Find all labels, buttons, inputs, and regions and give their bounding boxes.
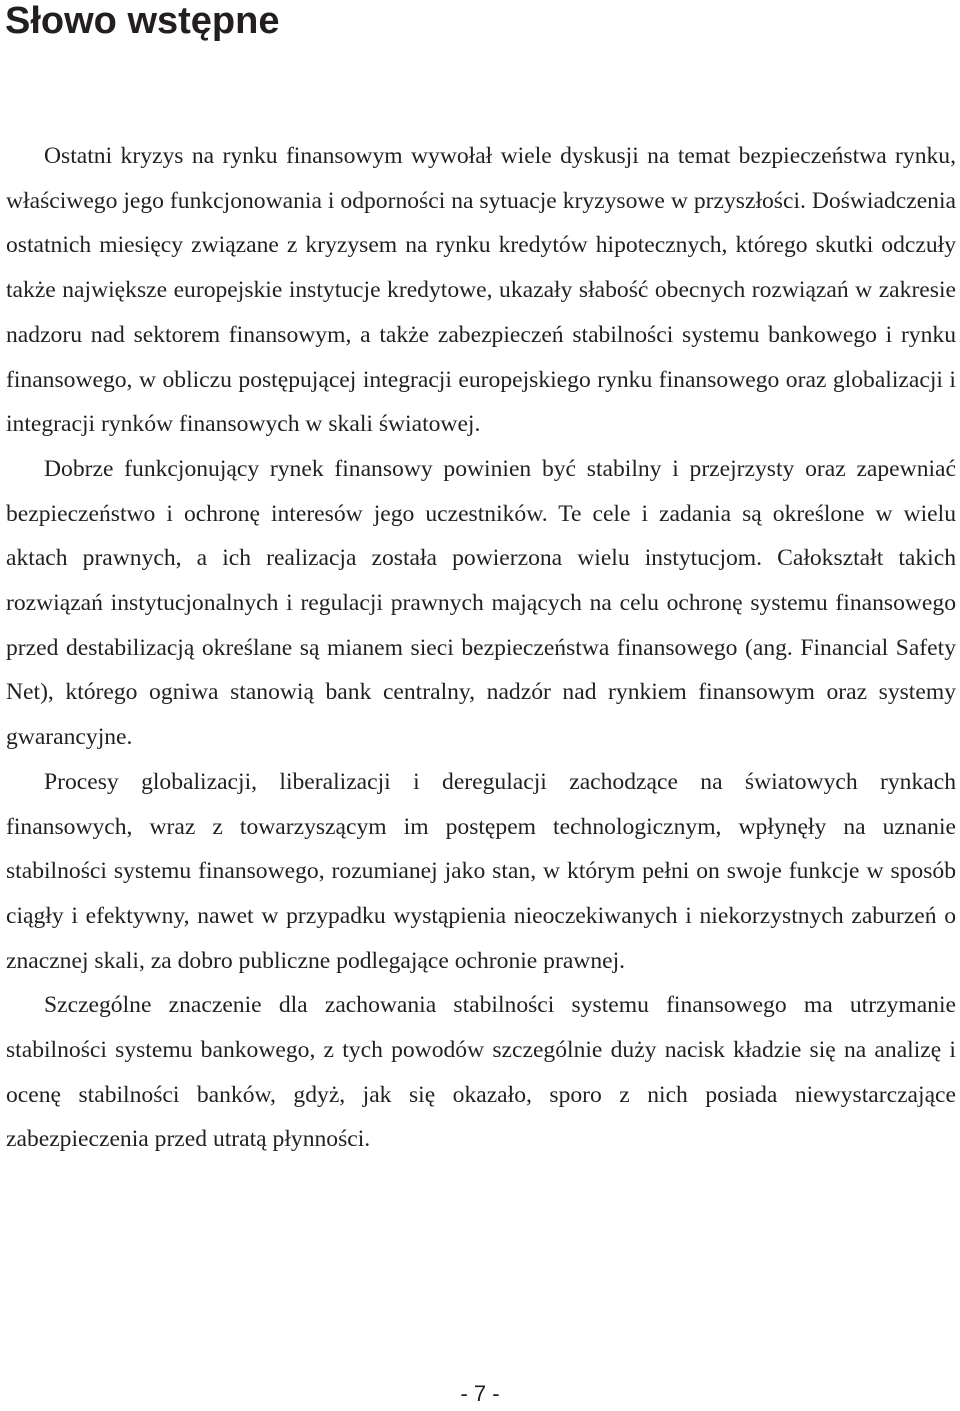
paragraph-4: Szczególne znaczenie dla zachowania stabilności systemu finansowego ma utrzymanie stabilności systemu bankowego, z tych powodów szczególnie duży nacisk kładzie się na analizę i ocenę stabilności banków, gdyż, jak się okazało, sporo z nich posiada niewystarczające zabezpieczenia przed utratą płynności. bbox=[6, 992, 956, 1153]
page-number: - 7 - bbox=[460, 1381, 500, 1406]
page-title: Słowo wstępne bbox=[5, 0, 280, 42]
paragraph-2: Dobrze funkcjonujący rynek finansowy powinien być stabilny i przejrzysty oraz zapewniać bezpieczeństwo i ochronę interesów jego uczestników. Te cele i zadania są określone w wielu aktach prawnych, a ich realizacja została powierzona wielu instytucjom. Całokształt takich rozwiązań instytucjonalnych i regulacji prawnych mających na celu ochronę systemu finansowego przed destabilizacją określane są mianem sieci bezpieczeństwa finansowego (ang. Financial Safety Net), którego ogniwa stanowią bank centralny, nadzór nad rynkiem finansowym oraz systemy gwarancyjne. bbox=[6, 455, 956, 751]
body-text bbox=[6, 134, 956, 1162]
paragraph-3: Procesy globalizacji, liberalizacji i deregulacji zachodzące na światowych rynkach finansowych, wraz z towarzyszącym im postępem technologicznym, wpłynęły na uznanie stabilności systemu finansowego, rozumianej jako stan, w którym pełni on swoje funkcje w sposób ciągły i efektywny, nawet w przypadku wystąpienia nieoczekiwanych i niekorzystnych zaburzeń o znacznej skali, za dobro publiczne podlegające ochronie prawnej. bbox=[6, 768, 956, 974]
paragraph-1: Ostatni kryzys na rynku finansowym wywołał wiele dyskusji na temat bezpieczeństwa rynku, właściwego jego funkcjonowania i odporności na sytuacje kryzysowe w przyszłości. Doświadczenia ostatnich miesięcy związane z kryzysem na rynku kredytów hipotecznych, którego skutki odczuły także największe europejskie instytucje kredytowe, ukazały słabość obecnych rozwiązań w zakresie nadzoru nad sektorem finansowym, a także zabezpieczeń stabilności systemu bankowego i rynku finansowego, w obliczu postępującej integracji europejskiego rynku finansowego oraz globalizacji i integracji rynków finansowych w skali światowej. bbox=[6, 143, 956, 438]
